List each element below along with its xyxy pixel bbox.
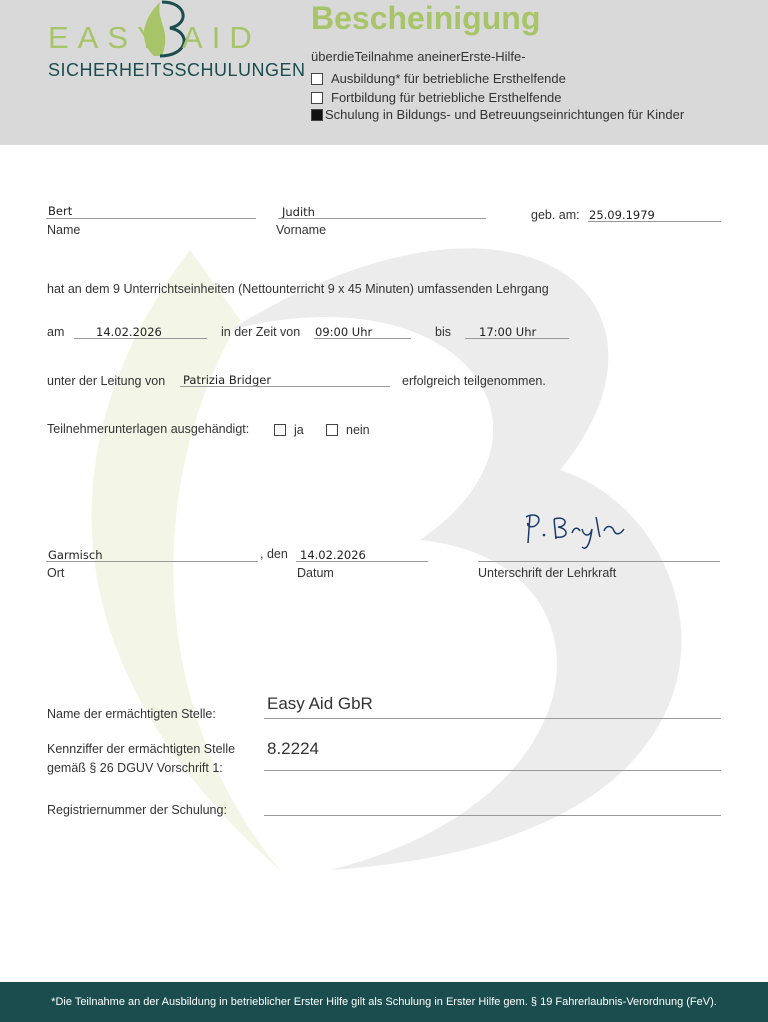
option-ausbildung-label: Ausbildung* für betriebliche Ersthelfende — [331, 71, 566, 86]
geb-line — [588, 221, 721, 222]
vorname-value[interactable]: Judith — [282, 205, 315, 219]
geb-value[interactable]: 25.09.1979 — [589, 208, 655, 222]
checkbox-ausbildung[interactable] — [311, 73, 323, 85]
vorname-label: Vorname — [276, 223, 327, 237]
checkbox-ja[interactable] — [274, 424, 286, 436]
ort-value[interactable]: Garmisch — [48, 548, 103, 562]
registrier-label: Registriernummer der Schulung: — [47, 803, 227, 817]
kennziffer-label-1: Kennziffer der ermächtigten Stelle — [47, 742, 236, 756]
bis-value[interactable]: 17:00 Uhr — [479, 325, 537, 339]
name-label: Name — [47, 223, 81, 237]
page-title: Bescheinigung — [311, 0, 541, 36]
checkbox-schulung-kinder[interactable] — [311, 109, 323, 121]
bis-label: bis — [435, 325, 451, 339]
erfolg-label: erfolgreich teilgenommen. — [402, 374, 546, 388]
option-fortbildung[interactable] — [311, 90, 562, 105]
leitung-label: unter der Leitung von — [47, 374, 166, 388]
den-label: , den — [260, 547, 288, 561]
stelle-line — [264, 718, 721, 719]
unterlagen-label: Teilnehmerunterlagen ausgehändigt: — [47, 422, 250, 436]
option-schulung-kinder[interactable] — [311, 107, 684, 122]
bis-line — [465, 338, 569, 339]
course-text: hat an dem 9 Unterrichtseinheiten (Nettounterricht 9 x 45 Minuten) umfassenden Lehrgang — [47, 282, 549, 296]
ja-option[interactable] — [274, 423, 304, 437]
am-label: am — [47, 325, 65, 339]
logo-tagline: SICHERHEITSSCHULUNGEN — [48, 60, 306, 80]
ja-label: ja — [294, 423, 304, 437]
nein-label: nein — [346, 423, 370, 437]
stelle-value[interactable]: Easy Aid GbR — [267, 694, 373, 713]
signature-image — [518, 505, 634, 555]
unterschrift-line — [478, 561, 720, 562]
leitung-value[interactable]: Patrizia Bridger — [183, 373, 272, 387]
option-fortbildung-label: Fortbildung für betriebliche Ersthelfende — [331, 90, 562, 105]
datum-value[interactable]: 14.02.2026 — [300, 548, 366, 562]
von-value[interactable]: 09:00 Uhr — [315, 325, 373, 339]
am-value[interactable]: 14.02.2026 — [96, 325, 162, 339]
option-schulung-kinder-label: Schulung in Bildungs- und Betreuungseinrichtungen für Kinder — [325, 107, 685, 122]
kennziffer-line — [264, 770, 721, 771]
kennziffer-label-2: gemäß § 26 DGUV Vorschrift 1: — [47, 761, 223, 775]
ort-line — [46, 561, 258, 562]
geb-label: geb. am: — [531, 208, 580, 222]
checkbox-nein[interactable] — [326, 424, 338, 436]
am-line — [74, 338, 207, 339]
option-ausbildung[interactable] — [311, 71, 566, 86]
logo-wordmark: EASY AID — [48, 20, 261, 55]
subtitle: überdieTeilnahme aneinerErste-Hilfe- — [311, 49, 526, 64]
datum-label: Datum — [297, 566, 334, 580]
leitung-line — [180, 386, 390, 387]
datum-line — [296, 561, 428, 562]
checkbox-fortbildung[interactable] — [311, 92, 323, 104]
nein-option[interactable] — [326, 423, 370, 437]
ort-label: Ort — [47, 566, 65, 580]
zeit-label: in der Zeit von — [221, 325, 301, 339]
kennziffer-value[interactable]: 8.2224 — [267, 739, 319, 758]
footer-note: *Die Teilnahme an der Ausbildung in betrieblicher Erster Hilfe gilt als Schulung in Erster Hilfe gem. § 19 Fahrerlaubnis-Verordnung (FeV). — [0, 982, 768, 1022]
von-line — [314, 338, 411, 339]
vorname-line — [278, 218, 486, 219]
name-value[interactable]: Bert — [48, 204, 73, 218]
name-line — [46, 218, 256, 219]
stelle-label: Name der ermächtigten Stelle: — [47, 707, 216, 721]
unterschrift-label: Unterschrift der Lehrkraft — [478, 566, 617, 580]
registrier-line — [264, 815, 721, 816]
